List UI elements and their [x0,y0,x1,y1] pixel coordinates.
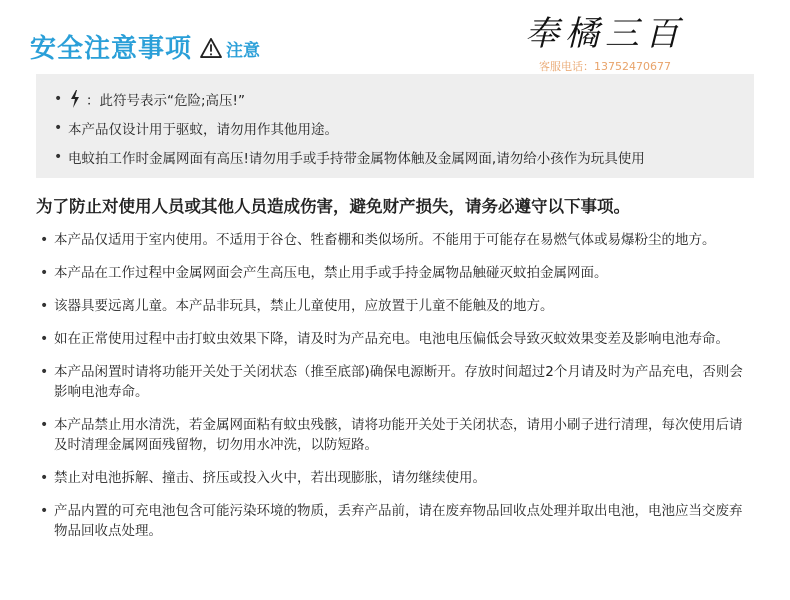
bullet: • [40,364,49,380]
contact-phone: 客服电话：13752470677 [539,60,671,73]
list-item-text: 禁止对电池拆解、撞击、挤压或投入火中，若出现膨胀，请勿继续使用。 [54,470,486,486]
page-header [30,26,260,66]
list-item-text: 本产品禁止用水清洗，若金属网面粘有蚊虫残骸，请将功能开关处于关闭状态，请用小刷子进行清理，每次使用后请及时清理金属网面残留物，切勿用水冲洗，以防短路。 [54,417,743,453]
list-item-text: 本产品闲置时请将功能开关处于关闭状态（推至底部)确保电源断开。存放时间超过2个月请及时为产品充电，否则会影响电池寿命。 [54,364,743,400]
list-item [40,362,755,402]
notice-item-text: 本产品仅设计用于驱蚊，请勿用作其他用途。 [68,121,338,138]
list-item-text: 如在正常使用过程中击打蚊虫效果下降，请及时为产品充电。电池电压偏低会导致灭蚊效果变差及影响电池寿命。 [54,331,729,347]
page-title: 安全注意事项 [30,33,193,64]
list-item-text: 产品内置的可充电池包含可能污染环境的物质，丢弃产品前，请在废弃物品回收点处理并取出电池，电池应当交废弃物品回收点处理。 [54,503,743,539]
brand-name: 奉橘三百 [525,14,685,54]
list-item [40,230,755,250]
bullet: • [40,417,49,433]
bullet: • [54,119,63,136]
notice-item [54,84,738,113]
brand-stamp [525,12,685,74]
bullet: • [40,232,49,248]
notice-box [36,74,754,178]
list-item-text: 该器具要远离儿童。本产品非玩具，禁止儿童使用，应放置于儿童不能触及的地方。 [54,298,554,314]
list-item-text: 本产品仅适用于室内使用。不适用于谷仓、牲畜棚和类似场所。不能用于可能存在易燃气体或易爆粉尘的地方。 [54,232,716,248]
list-item [40,296,755,316]
notice-item [54,142,738,171]
bullet: • [40,331,49,347]
list-item [40,501,755,541]
notice-item-text: 电蚊拍工作时金属网面有高压!请勿用手或手持带金属物体触及金属网面,请勿给小孩作为玩具使用 [68,150,645,167]
bullet: • [40,470,49,486]
bullet: • [40,298,49,314]
list-item [40,468,755,488]
notice-item-text: ：此符号表示“危险;高压!” [86,92,245,109]
notice-text: 注意 [226,40,261,61]
notice-item [54,113,738,142]
list-item-text: 本产品在工作过程中金属网面会产生高压电，禁止用手或手持金属物品触碰灭蚊拍金属网面。 [54,265,608,281]
bullet: • [40,265,49,281]
list-item [40,329,755,349]
rules-list [40,230,755,541]
lightning-bolt-icon [70,90,80,108]
bullet: • [40,503,49,519]
section-heading: 为了防止对使用人员或其他人员造成伤害，避免财产损失，请务必遵守以下事项。 [36,197,630,216]
notice-label [200,36,260,61]
bullet: • [54,148,63,165]
list-item [40,263,755,283]
list-item [40,415,755,455]
warning-triangle-icon [200,38,222,58]
bullet: • [54,90,63,107]
